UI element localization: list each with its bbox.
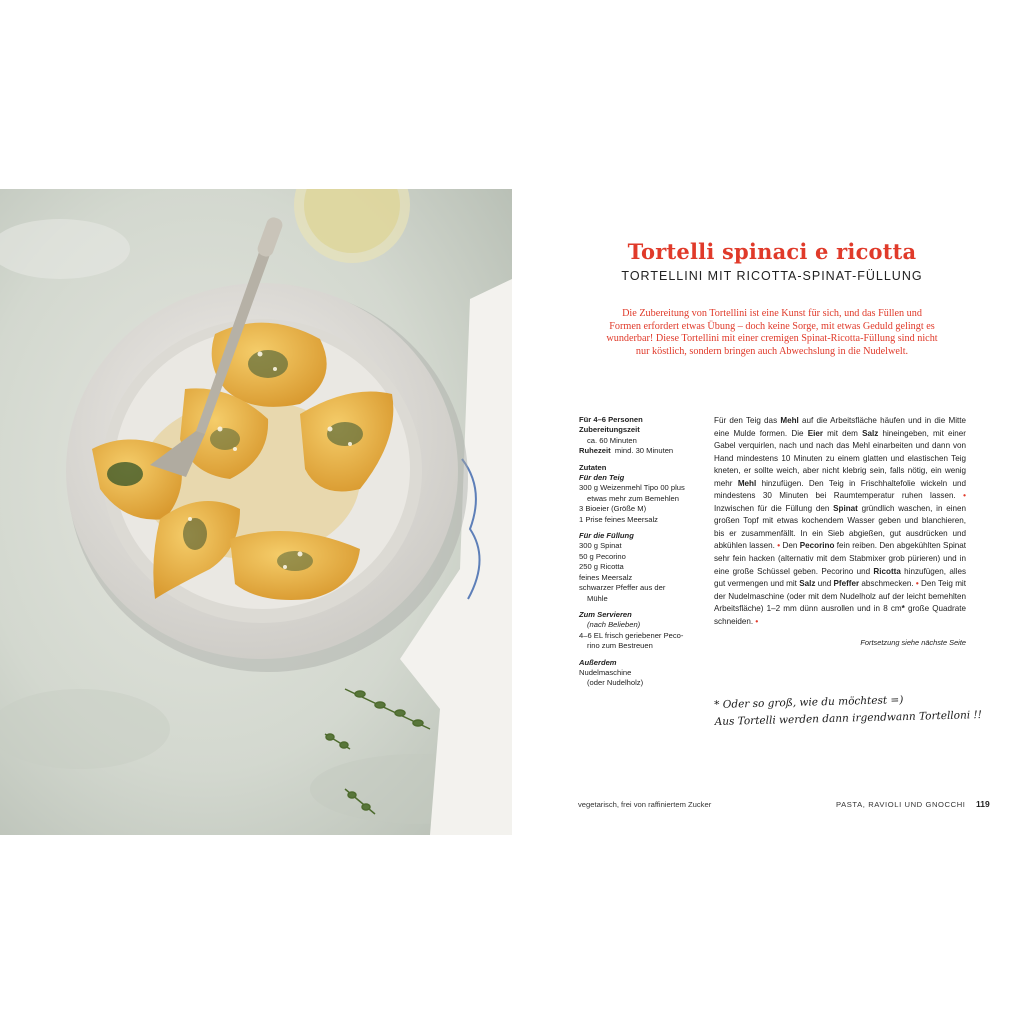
ingredient-item: 250 g Ricotta <box>579 562 624 572</box>
ingredient-item: rino zum Bestreuen <box>587 641 653 651</box>
filling-heading: Für die Füllung <box>579 531 634 541</box>
ingredient-item: schwarzer Pfeffer aus der <box>579 583 666 593</box>
ingredients-heading: Zutaten <box>579 462 607 472</box>
serving-heading: Zum Servieren <box>579 609 632 619</box>
intro-line: nur köstlich, sondern bringen auch Abwechslung in die Nudelwelt. <box>635 345 909 357</box>
equipment-item: Nudelmaschine <box>579 667 632 677</box>
ingredient-item: 50 g Pecorino <box>579 551 626 561</box>
continued-note: Fortsetzung siehe nächste Seite <box>860 638 966 647</box>
ingredient-item: 3 Bioeier (Größe M) <box>579 504 647 514</box>
rest-time-value: mind. 30 Minuten <box>614 446 674 456</box>
tortellini-plate-illustration <box>0 189 512 835</box>
ingredient-item: 4–6 EL frisch geriebener Peco- <box>579 630 684 640</box>
intro-line: wunderbar! Diese Tortellini mit einer cremigen Spinat-Ricotta-Füllung sind nicht <box>606 333 938 344</box>
step-bullet: • <box>963 491 967 501</box>
recipe-method <box>714 415 966 628</box>
method-text: Für den Teig das Mehl auf die Arbeitsfläche häufen und in die Mitte eine Mulde formen. Die Eier mit dem Salz hineingeben, mit einer Gabel verquirlen, nach und nach das Mehl einarbeiten und dann von Hand mindestens 10 Minuten zu einem glatten und elastischen Teig kneten, er sollte weich, aber nicht klebrig sein, falls nötig, ein wenig mehr Mehl hinzufügen. Den Teig in Frischhaltefolie wickeln und mindestens 30 Minuten bei Raumtemperatur ruhen lassen. • Inzwischen für die Füllung den Spinat gründlich waschen, in einen großen Topf mit etwas kochendem Wasser geben und blanchieren, bis er zusammenfällt. In ein Sieb abgießen, gut ausdrücken und abkühlen lassen. • Den Pecorino fein reiben. Den abgekühlten Spinat sehr fein hacken (alternativ mit dem Stabmixer grob pürieren) und in eine große Schüssel geben. Pecorino und Ricotta hinzufügen, alles gut vermengen und mit Salz und Pfeffer abschmecken. • Den Teig mit der Nudelmaschine (oder mit dem Nudelholz auf der leicht bemehlten Arbeitsfläche) 1–2 mm dünn ausrollen und in 8 cm* große Quadrate schneiden. • <box>714 416 967 626</box>
equipment-heading: Außerdem <box>579 657 617 667</box>
handwritten-line: Aus Tortelli werden dann irgendwann Tortelloni !! <box>714 708 983 728</box>
intro-line: Formen erfordert etwas Übung – doch keine Sorge, mit etwas Geduld gelingt es <box>609 320 935 332</box>
footer-diet-info: vegetarisch, frei von raffiniertem Zucker <box>578 800 712 809</box>
prep-time-label: Zubereitungszeit <box>579 425 640 435</box>
ingredient-item: feines Meersalz <box>579 572 633 582</box>
ingredient-item: 1 Prise feines Meersalz <box>579 514 658 524</box>
ingredient-item: etwas mehr zum Bemehlen <box>587 493 680 503</box>
handwritten-line: * Oder so groß, wie du möchtest =) <box>714 694 904 711</box>
recipe-intro <box>598 308 946 358</box>
book-spread <box>0 189 1024 835</box>
recipe-page <box>512 189 1024 835</box>
ingredient-item: (nach Belieben) <box>587 620 641 630</box>
footer-chapter: PASTA, RAVIOLI UND GNOCCHI <box>836 800 966 809</box>
rest-time-label: Ruhezeit <box>579 446 611 456</box>
step-bullet: • <box>777 541 781 551</box>
recipe-info-sidebar <box>579 415 709 689</box>
ingredient-item: 300 g Spinat <box>579 541 622 551</box>
equipment-item: (oder Nudelholz) <box>587 678 644 688</box>
prep-time-value: ca. 60 Minuten <box>587 435 637 445</box>
page-number: 119 <box>976 799 990 809</box>
ingredient-item: 300 g Weizenmehl Tipo 00 plus <box>579 483 685 493</box>
step-bullet: • <box>755 616 759 626</box>
servings: Für 4–6 Personen <box>579 415 643 424</box>
ingredient-item: Mühle <box>587 593 608 603</box>
dish-photo <box>0 189 512 835</box>
handwritten-note <box>714 690 985 731</box>
dough-heading: Für den Teig <box>579 473 625 483</box>
step-bullet: • <box>915 579 919 589</box>
footnote-star: * <box>901 604 905 614</box>
rest-time <box>579 446 709 456</box>
recipe-subtitle: TORTELLINI MIT RICOTTA-SPINAT-FÜLLUNG <box>621 269 923 283</box>
recipe-title: Tortelli spinaci e ricotta <box>627 239 917 264</box>
intro-line: Die Zubereitung von Tortellini ist eine Kunst für sich, und das Füllen und <box>622 308 922 319</box>
